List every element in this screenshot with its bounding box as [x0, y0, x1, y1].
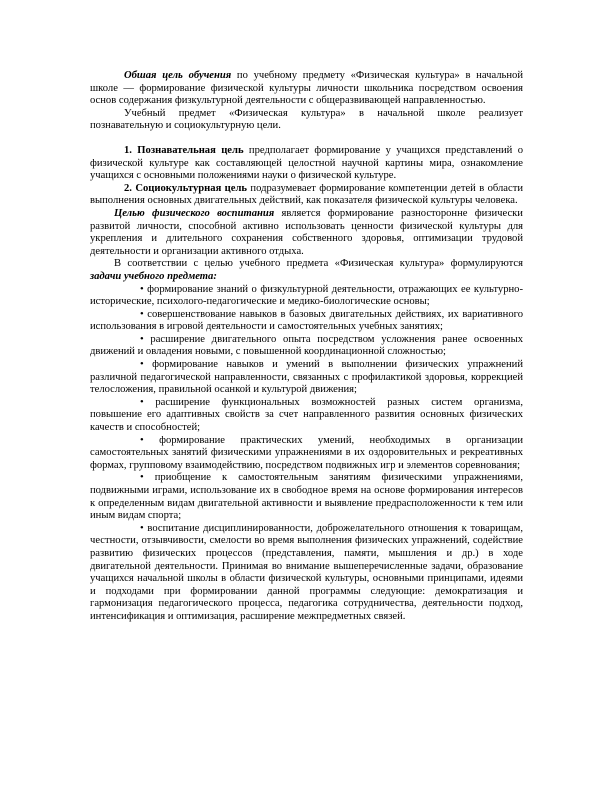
cognitive-goal-label: 1. Познавательная цель	[124, 144, 244, 156]
document-page	[90, 70, 523, 624]
sociocultural-goal-text: подразумевает формирование компетенции детей в области выполнения основных двигательных действий, как показателя физической культуры человека.	[90, 182, 524, 207]
tasks-lead-text: В соответствии с целью учебного предмета «Физическая культура» формулируются	[114, 258, 523, 270]
subject-paragraph: Учебный предмет «Физическая культура» в начальной школе реализует познавательную и социокультурную цели.	[90, 107, 523, 132]
tasks-lead-label: задачи учебного предмета:	[90, 270, 217, 282]
goal-paragraph	[90, 70, 523, 108]
education-goal-text: является формирование разносторонне физически развитой личности, способной активно использовать ценности физической культуры для укрепления и длительного сохранения собственного здоровья, оптимизации трудовой деятельности и организации активного отдыха.	[90, 207, 523, 257]
cognitive-goal-paragraph	[90, 145, 523, 183]
paragraph-spacer	[90, 133, 523, 145]
list-item: • формирование знаний о физкультурной деятельности, отражающих ее культурно-исторические, психолого-педагогические и медико-биологические основы;	[90, 283, 523, 308]
list-item: • расширение двигательного опыта посредством усложнения ранее освоенных движений и овладения новыми, с повышенной координационной сложностью;	[90, 333, 523, 358]
sociocultural-goal-paragraph	[90, 183, 523, 208]
list-item: • приобщение к самостоятельным занятиям физическими упражнениями, подвижными играми, использование их в свободное время на основе формирования интересов к определенным видам двигательной активности и выявление предрасположенности к тем или иным видам спорта;	[90, 472, 523, 522]
list-item: • расширение функциональных возможностей разных систем организма, повышение его адаптивных свойств за счет направленного развития основных физических качеств и способностей;	[90, 396, 523, 434]
list-item: • совершенствование навыков в базовых двигательных действиях, их вариативного использования в игровой деятельности и самостоятельных учебных занятиях;	[90, 308, 523, 333]
goal-text: по учебному предмету «Физическая культура» в начальной школе — формирование физической культуры личности школьника посредством освоения основ содержания физкультурной деятельности с общеразвивающей направленностью.	[90, 70, 523, 107]
list-item: • формирование практических умений, необходимых в организации самостоятельных занятий физическими упражнениями в их оздоровительных и рекреативных формах, групповому взаимодействию, посредством подвижных игр и элементов соревнования;	[90, 434, 523, 471]
cognitive-goal-text: предполагает формирование у учащихся представлений о физической культуре как составляющей целостной научной картины мира, ознакомление учащихся с основными положениями науки о физической культуре.	[90, 144, 523, 182]
education-goal-paragraph	[90, 208, 523, 258]
list-item: • формирование навыков и умений в выполнении физических упражнений различной педагогической направленности, связанных с профилактикой здоровья, коррекцией телосложения, правильной осанкой и культурой движения;	[90, 359, 523, 396]
tasks-lead-paragraph	[90, 258, 523, 283]
education-goal-label: Целью физического воспитания	[114, 207, 275, 219]
goal-label: Обшая цель обучения	[124, 70, 232, 81]
list-item: • воспитание дисциплинированности, доброжелательного отношения к товарищам, честности, отзывчивости, смелости во время выполнения физических упражнений, содействие развитию физических процессов (представления, памяти, мышления и др.) в ходе двигательной деятельности. Принимая во внимание вышеперечисленные задачи, образование учащихся начальной школы в области физической культуры, основными принципами, идеями и подходами при формировании данной программы следующие: демократизация и гармонизация педагогического процесса, педагогика сотрудничества, деятельности подход, интенсификация и оптимизация, расширение межпредметных связей.	[90, 522, 523, 622]
sociocultural-goal-label: 2. Социокультурная цель	[124, 182, 248, 194]
